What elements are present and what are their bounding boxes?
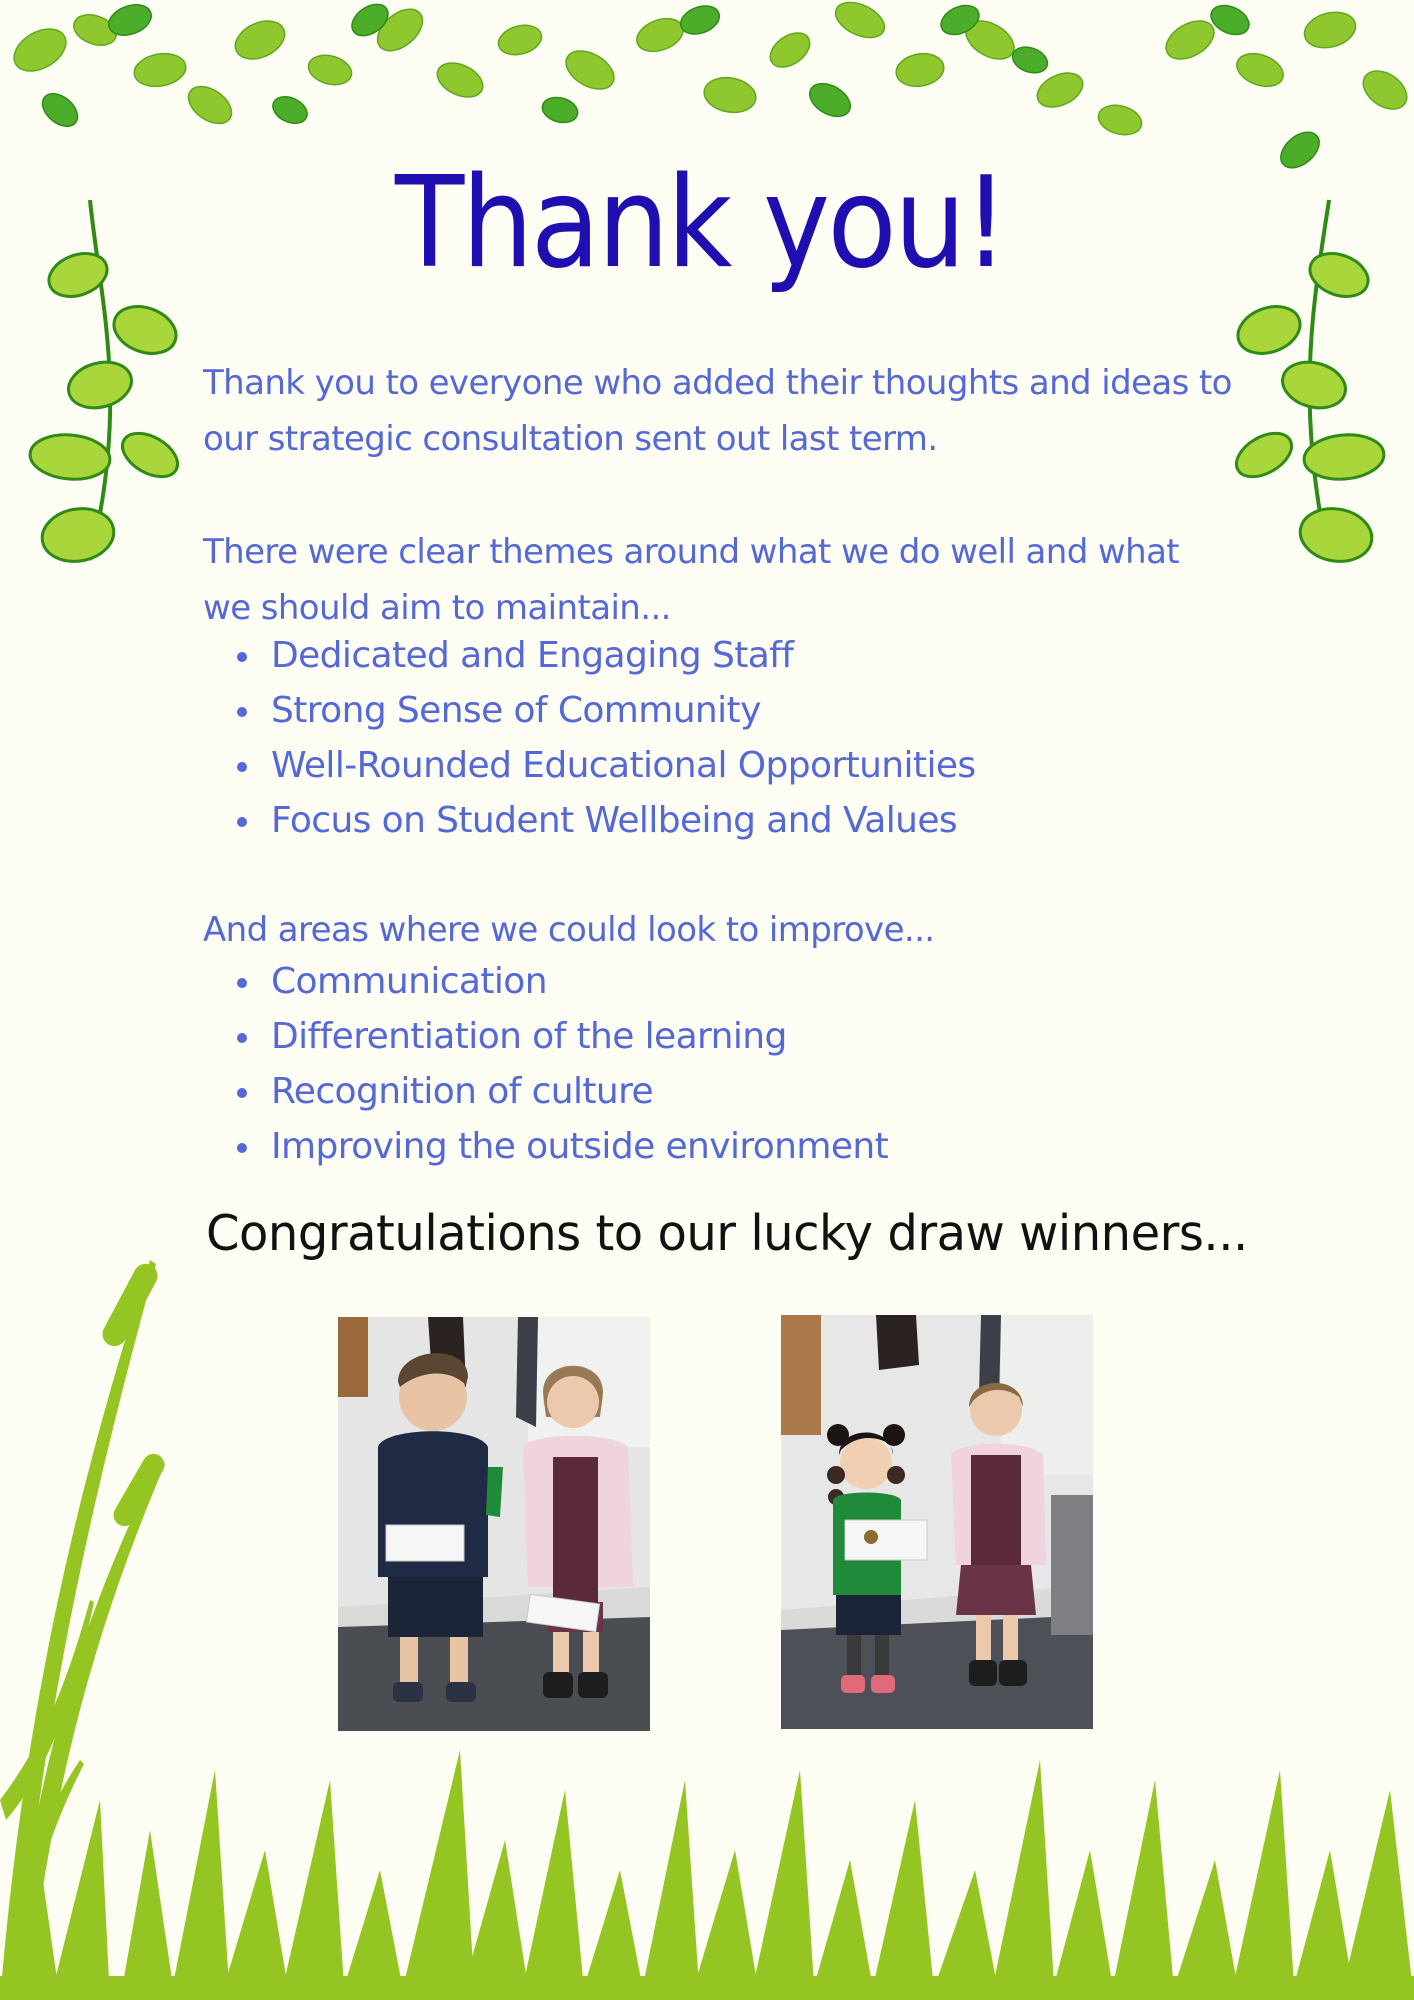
list-item-text: Differentiation of the learning — [271, 1016, 787, 1057]
bullet-icon — [237, 978, 247, 988]
improvements-list — [203, 954, 888, 1174]
improvements-lead: And areas where we could look to improve... — [203, 910, 935, 950]
list-item-text: Communication — [271, 961, 547, 1002]
strengths-lead: There were clear themes around what we do well and what we should aim to maintain... — [203, 532, 1180, 628]
grass-decoration — [0, 1740, 1414, 2000]
list-item-text: Improving the outside environment — [271, 1126, 889, 1167]
list-item — [203, 954, 888, 1009]
winners-photo-2 — [781, 1315, 1093, 1729]
bullet-icon — [237, 817, 247, 827]
page-title: Thank you! — [395, 149, 1007, 296]
list-item — [203, 1064, 888, 1119]
bullet-icon — [237, 652, 247, 662]
list-item-text: Strong Sense of Community — [271, 690, 761, 731]
left-vine-decoration — [0, 180, 200, 580]
list-item-text: Recognition of culture — [271, 1071, 654, 1112]
list-item — [203, 1009, 888, 1064]
winners-heading: Congratulations to our lucky draw winners... — [206, 1205, 1248, 1262]
list-item — [203, 793, 976, 848]
list-item-text: Focus on Student Wellbeing and Values — [271, 800, 958, 841]
winners-photo-1 — [338, 1317, 650, 1731]
bullet-icon — [237, 1033, 247, 1043]
list-item — [203, 628, 976, 683]
list-item — [203, 683, 976, 738]
bullet-icon — [237, 707, 247, 717]
bullet-icon — [237, 762, 247, 772]
list-item — [203, 1119, 888, 1174]
list-item-text: Dedicated and Engaging Staff — [271, 635, 794, 676]
list-item-text: Well-Rounded Educational Opportunities — [271, 745, 976, 786]
bullet-icon — [237, 1143, 247, 1153]
strengths-list — [203, 628, 976, 848]
list-item — [203, 738, 976, 793]
bullet-icon — [237, 1088, 247, 1098]
intro-paragraph: Thank you to everyone who added their thoughts and ideas to our strategic consultation sent out last term. — [203, 363, 1232, 459]
